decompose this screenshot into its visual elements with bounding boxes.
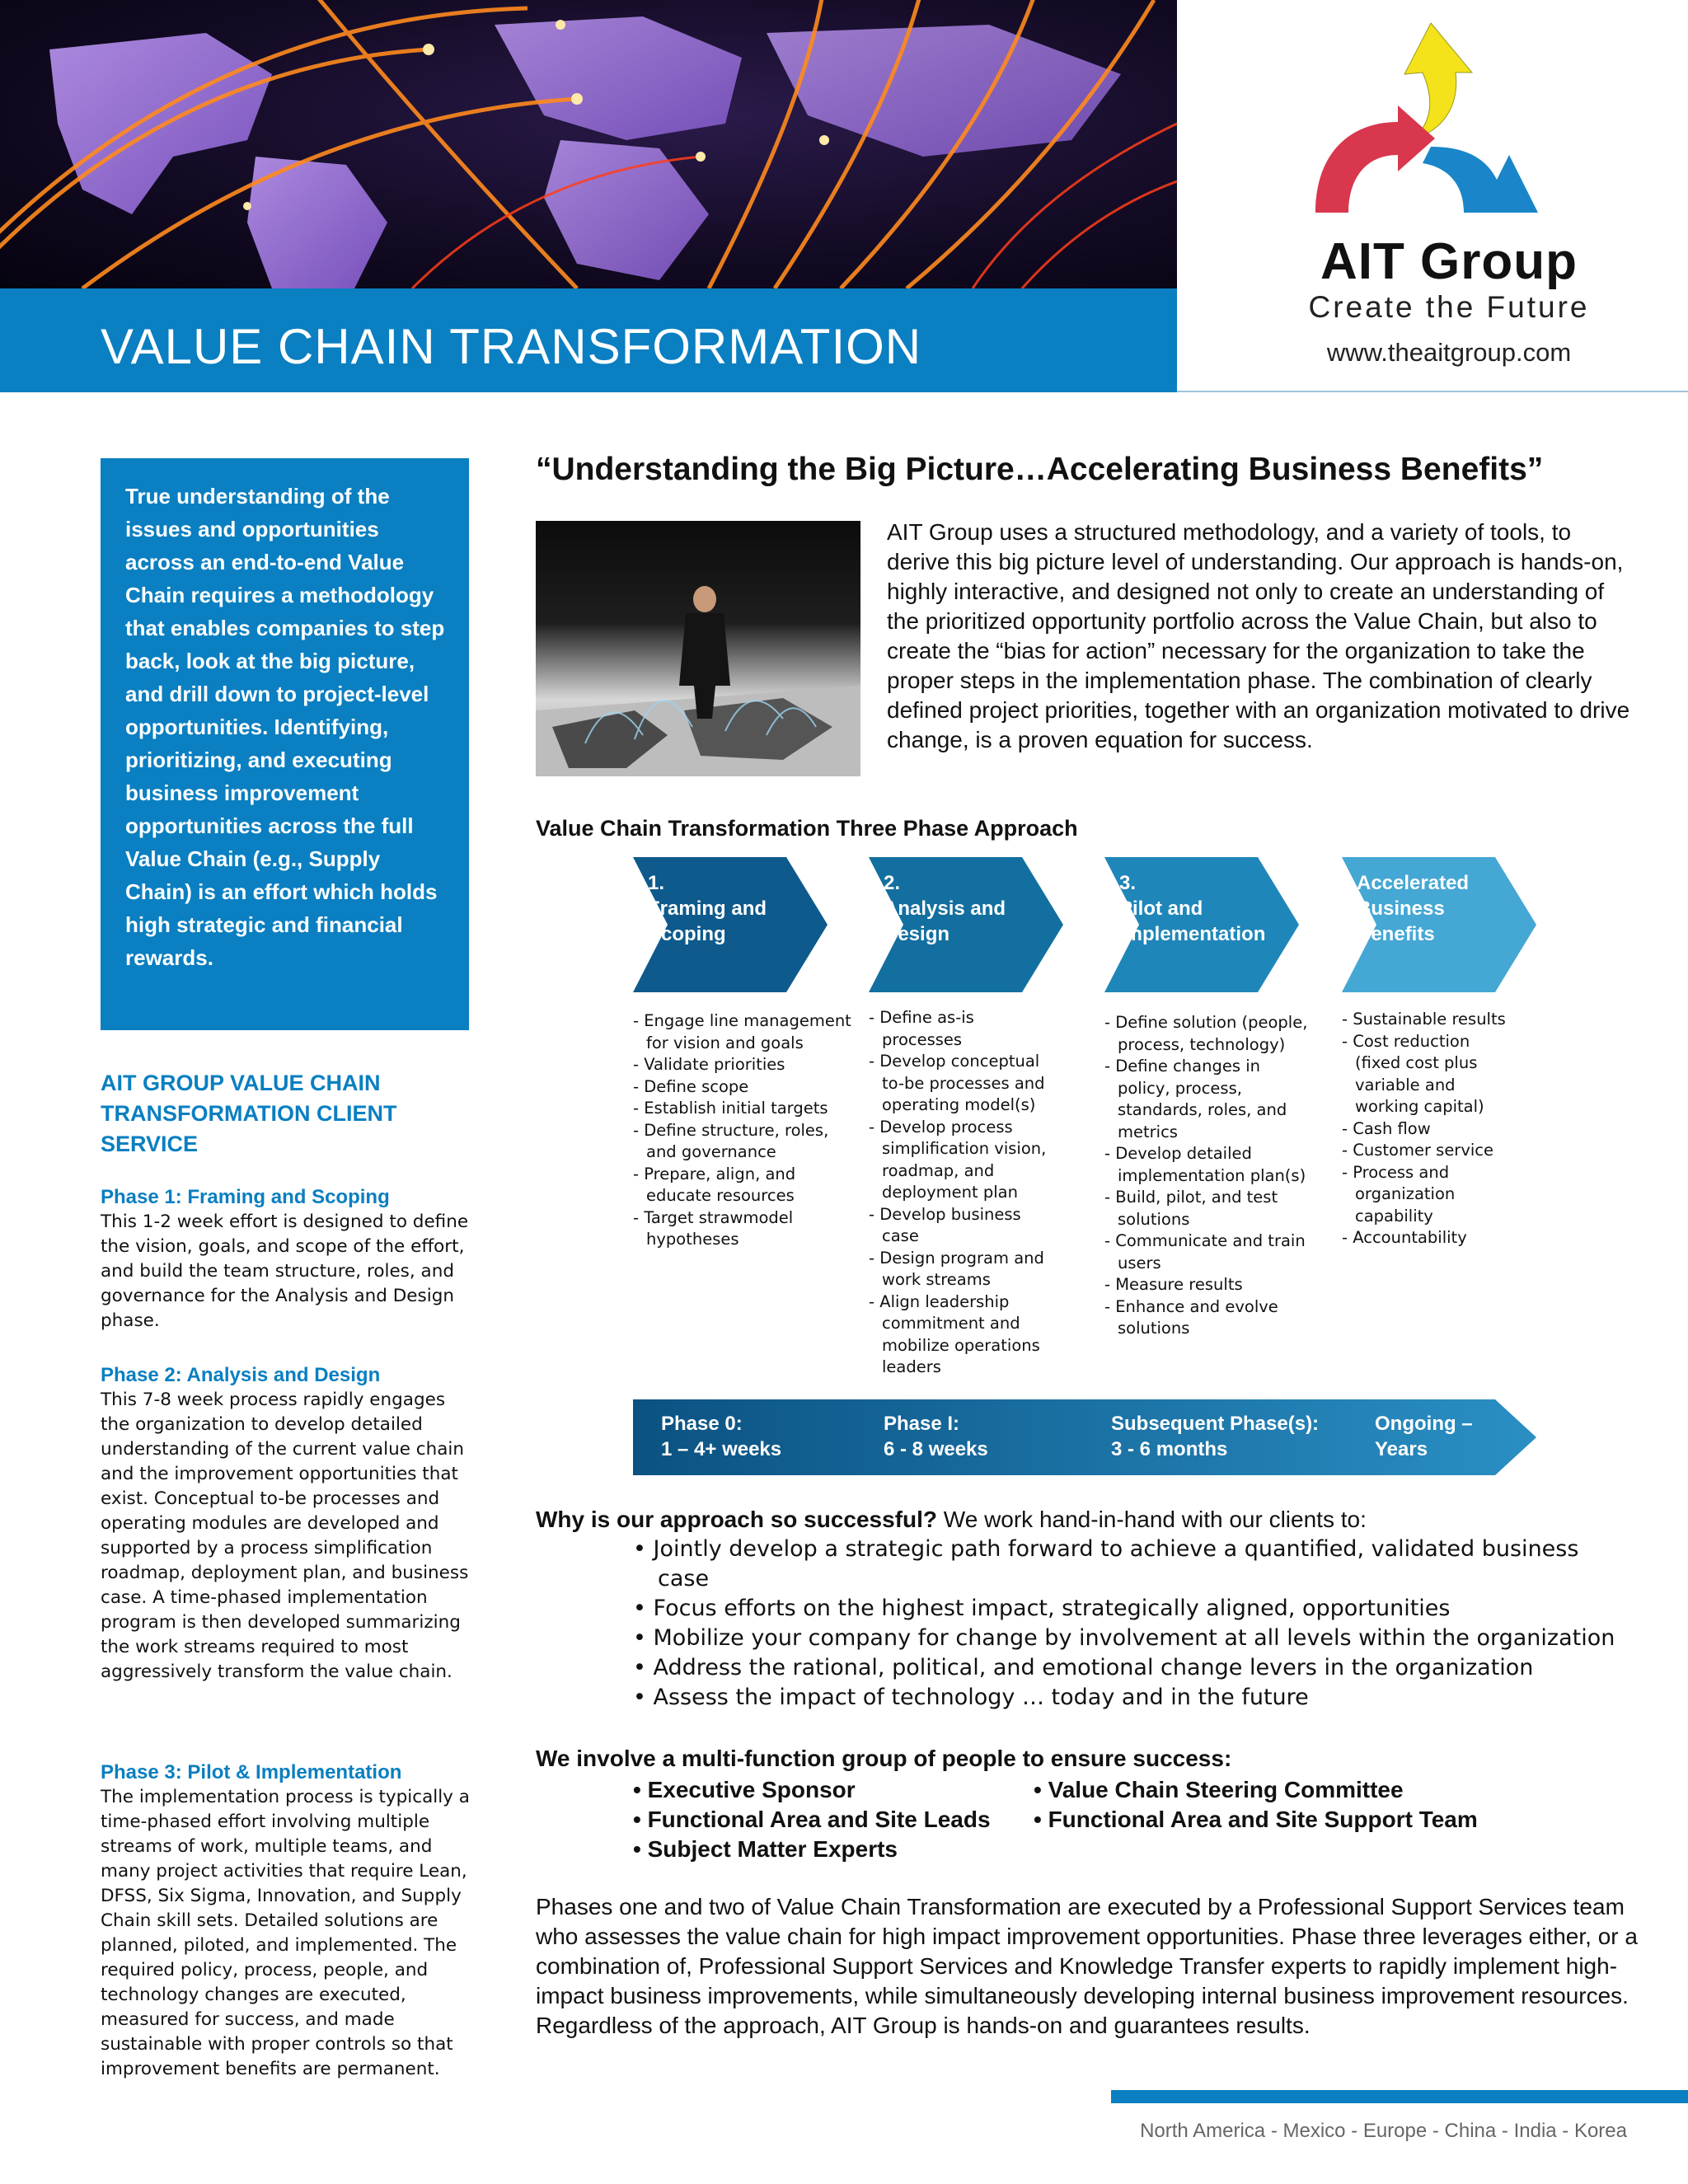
ait-group-logo-icon [1299, 15, 1546, 221]
list-item: - Define changes in policy, process, standards, roles, and metrics [1104, 1057, 1287, 1141]
list-item: - Engage line management for vision and goals [633, 1011, 851, 1052]
businessman-on-map-photo [536, 521, 860, 776]
footer-regions: North America - Mexico - Europe - China - India - Korea [1140, 2120, 1627, 2142]
phase-arrow-3 [1104, 857, 1299, 992]
arrow-1-num: 1. [648, 872, 665, 894]
timeline-phase-0 [661, 1411, 781, 1462]
timeline-subsequent [1111, 1411, 1319, 1462]
list-item: • Subject Matter Experts [633, 1836, 898, 1862]
list-item: - Communicate and train users [1104, 1231, 1306, 1272]
arrow-1-line2: Scoping [648, 923, 726, 945]
timeline-phase-1-duration: 6 - 8 weeks [884, 1438, 988, 1460]
list-item: - Sustainable results [1342, 1010, 1506, 1029]
phase-3-title: Phase 3: Pilot & Implementation [101, 1761, 402, 1783]
arrow-3-num: 3. [1119, 872, 1137, 894]
timeline-ongoing-duration: Years [1375, 1438, 1428, 1460]
header-divider [1177, 391, 1688, 392]
list-item: - Validate priorities [633, 1055, 785, 1074]
timeline-ongoing-label: Ongoing – [1375, 1413, 1473, 1435]
timeline-phase-0-label: Phase 0: [661, 1413, 743, 1435]
involve-list-right [1034, 1775, 1478, 1835]
photo-graphic [536, 521, 860, 776]
phase-2-text: This 7-8 week process rapidly engages the organization to develop detailed understanding of the current value chain and the improvement opportunities that exist. Conceptual to-be processes and operating modules are developed and supported by a process simplification roadmap, deployment plan, and business case. A time-phased implementation program is then developed summarizing the work streams required to most aggressively transform the value chain. [101, 1390, 469, 1682]
list-item: - Enhance and evolve solutions [1104, 1296, 1278, 1338]
brand-name: AIT Group [1320, 233, 1578, 290]
timeline-subsequent-duration: 3 - 6 months [1111, 1438, 1228, 1460]
list-item: - Design program and work streams [869, 1248, 1044, 1289]
involve-title: We involve a multi-function group of people to ensure success: [536, 1746, 1232, 1771]
list-item: - Target strawmodel hypotheses [633, 1207, 794, 1249]
phase-arrow-1-label [648, 870, 767, 947]
timeline-phase-0-duration: 1 – 4+ weeks [661, 1438, 782, 1460]
arrow-3-line2: Implementation [1119, 923, 1266, 945]
phase-1-activities [633, 1010, 857, 1251]
arrow-1-line1: Framing and [648, 898, 767, 920]
timeline-arrow [633, 1399, 1536, 1475]
list-item: - Process and organization capability [1342, 1162, 1456, 1226]
arrow-2-line2: Design [884, 923, 950, 945]
timeline-phase-1-label: Phase I: [884, 1413, 960, 1435]
intro-callout-box [101, 458, 469, 1030]
list-item: - Customer service [1342, 1141, 1494, 1160]
list-item: • Mobilize your company for change by involvement at all levels within the organization [633, 1625, 1615, 1651]
arrow-2-line1: Analysis and [884, 898, 1006, 920]
brand-url-link[interactable]: www.theaitgroup.com [1326, 338, 1572, 367]
approach-title: Value Chain Transformation Three Phase Approach [536, 816, 1078, 841]
list-item: - Define structure, roles, and governance [633, 1120, 829, 1161]
why-text: We work hand-in-hand with our clients to: [937, 1507, 1367, 1532]
phase-arrow-4 [1342, 857, 1536, 992]
list-item: • Functional Area and Site Support Team [1034, 1807, 1478, 1832]
list-item: - Build, pilot, and test solutions [1104, 1188, 1278, 1229]
why-bullets [633, 1535, 1622, 1713]
list-item: • Executive Sponsor [633, 1777, 856, 1802]
list-item: • Functional Area and Site Leads [633, 1807, 991, 1832]
timeline-phase-1 [884, 1411, 988, 1462]
list-item: - Accountability [1342, 1228, 1467, 1247]
list-item: • Value Chain Steering Committee [1034, 1777, 1404, 1802]
phase-2-title: Phase 2: Analysis and Design [101, 1364, 381, 1386]
list-item: - Cash flow [1342, 1118, 1431, 1138]
arrow-3-line1: Pilot and [1119, 898, 1203, 920]
brand-panel [1177, 0, 1688, 392]
list-item: • Assess the impact of technology … today and in the future [633, 1685, 1309, 1710]
phase-1-text: This 1-2 week effort is designed to define the vision, goals, and scope of the effort, and build the team structure, roles, and governance for the Analysis and Design phase. [101, 1212, 469, 1331]
client-service-title: AIT GROUP VALUE CHAIN TRANSFORMATION CLIENT SERVICE [101, 1071, 397, 1156]
list-item: - Develop detailed implementation plan(s) [1104, 1144, 1306, 1185]
list-item: - Define solution (people, process, technology) [1104, 1013, 1308, 1054]
benefits-list [1342, 1009, 1507, 1249]
list-item: • Address the rational, political, and emotional change levers in the organization [633, 1655, 1534, 1680]
phase-3-block [101, 1760, 480, 2082]
phase-arrow-3-label [1119, 870, 1265, 947]
list-item: - Define scope [633, 1076, 749, 1096]
phase-2-block [101, 1363, 480, 1685]
phase-3-text: The implementation process is typically a time-phased effort involving multiple streams of work, multiple teams, and many project activities that require Lean, DFSS, Six Sigma, Innovation, and Supply Chain skill sets. Detailed solutions are planned, piloted, and implemented. The required policy, process, people, and technology changes are executed, measured for success, and made sustainable with proper controls so that improvement benefits are permanent. [101, 1787, 470, 2079]
phase-1-block [101, 1185, 480, 1333]
phase-arrow-2-label [884, 870, 1006, 947]
phase-1-title: Phase 1: Framing and Scoping [101, 1186, 390, 1208]
list-item: - Align leadership commitment and mobilize operations leaders [869, 1291, 1040, 1376]
list-item: - Establish initial targets [633, 1099, 828, 1118]
list-item: - Develop business case [869, 1204, 1021, 1245]
why-paragraph [536, 1505, 1657, 1535]
list-item: - Define as-is processes [869, 1008, 974, 1049]
involve-list-left [633, 1775, 991, 1864]
closing-paragraph: Phases one and two of Value Chain Transformation are executed by a Professional Support Services team who assesses the value chain for high impact improvement opportunities. Phase three leverages either, or a combination of, Professional Support Services and Knowledge Transfer experts to rapidly implement high-impact business improvements, while simultaneously developing internal business improvement resources. Regardless of the approach, AIT Group is hands-on and guarantees results. [536, 1894, 1638, 2038]
list-item: • Jointly develop a strategic path forward to achieve a quantified, validated business case [633, 1536, 1579, 1591]
list-item: - Develop process simplification vision, roadmap, and deployment plan [869, 1117, 1047, 1202]
phase-arrow-2 [869, 857, 1063, 992]
arrow-4-num: Accelerated [1357, 872, 1470, 894]
list-item: - Cost reduction (fixed cost plus variable and working capital) [1342, 1031, 1484, 1116]
phase-arrow-4-label [1357, 870, 1469, 947]
phase-2-activities [869, 1007, 1055, 1379]
page-title: VALUE CHAIN TRANSFORMATION [101, 319, 922, 374]
brand-tagline: Create the Future [1308, 290, 1590, 324]
phase-3-activities [1104, 1012, 1312, 1340]
list-item: - Prepare, align, and educate resources [633, 1164, 796, 1205]
intro-paragraph: AIT Group uses a structured methodology, and a variety of tools, to derive this big picture level of understanding. Our approach is hands-on, highly interactive, and designed not only to create an understanding of the prioritized opportunity portfolio across the Value Chain, but also to create the “bias for action” necessary for the organization to take the proper steps in the implementation phase. The combination of clearly defined project priorities, together with an organization motivated to drive change, is a proven equation for success. [887, 519, 1630, 752]
intro-callout-text: True understanding of the issues and opportunities across an end-to-end Value Chain requires a methodology that enables companies to step back, look at the big picture, and drill down to project-level opportunities. Identifying, prioritizing, and executing business improvement opportunities across the full Value Chain (e.g., Supply Chain) is an effort which holds high strategic and financial rewards. [125, 484, 445, 970]
list-item: • Focus efforts on the highest impact, strategically aligned, opportunities [633, 1596, 1451, 1621]
title-band [0, 288, 1177, 392]
list-item: - Measure results [1104, 1275, 1243, 1294]
arrow-2-num: 2. [884, 872, 901, 894]
timeline-ongoing [1375, 1411, 1473, 1462]
why-lead: Why is our approach so successful? [536, 1507, 938, 1532]
phase-arrow-1 [633, 857, 828, 992]
main-headline: “Understanding the Big Picture…Accelerating Business Benefits” [536, 452, 1544, 487]
footer-bar [1111, 2090, 1688, 2103]
hero-world-map-image [0, 0, 1177, 288]
arrow-4-line1: Business [1357, 898, 1445, 920]
list-item: - Develop conceptual to-be processes and operating model(s) [869, 1052, 1045, 1114]
arrow-4-line2: Benefits [1357, 923, 1435, 945]
world-map-graphic [0, 0, 1177, 288]
timeline-subsequent-label: Subsequent Phase(s): [1111, 1413, 1320, 1435]
